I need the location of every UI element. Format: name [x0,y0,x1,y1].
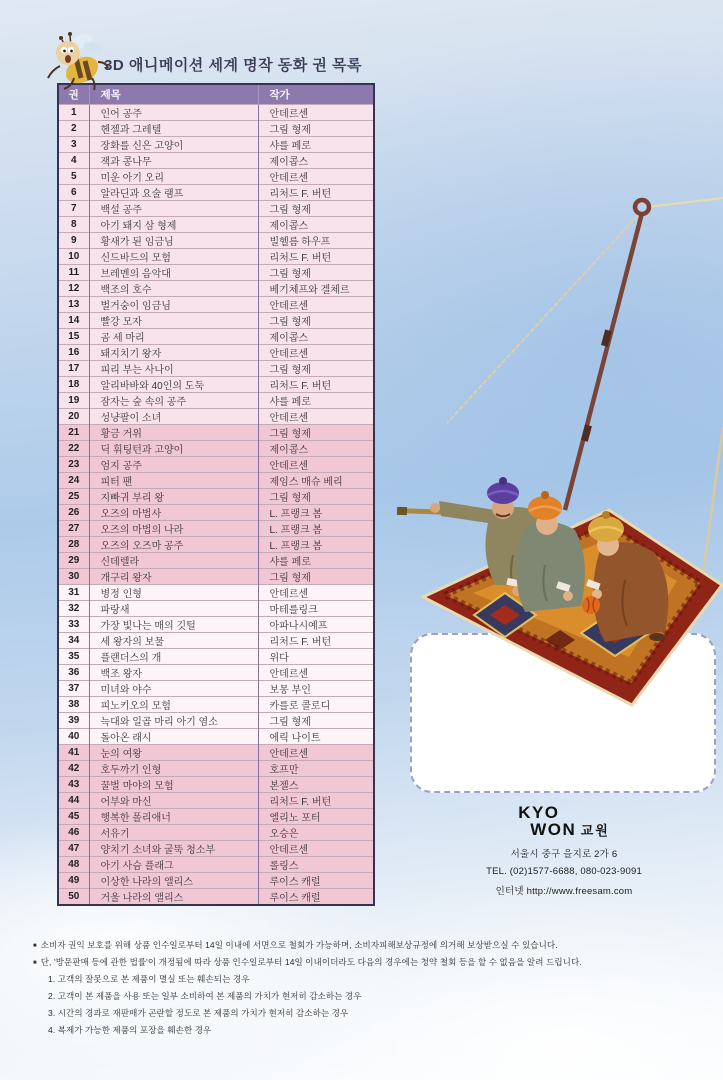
table-row [58,296,374,312]
table-row [58,456,374,472]
cell-book-title: 오즈의 오즈마 공주 [89,536,258,552]
table-row [58,328,374,344]
footnote-text: 단, '방문판매 등에 관한 법률'이 개정됨에 따라 상품 인수일로부터 14일 이내이더라도 다음의 경우에는 청약 철회 등을 할 수 없음을 알려 드립니다. [40,957,582,967]
cell-volume-number: 40 [58,728,89,744]
cell-book-title: 알리바바와 40인의 도둑 [89,376,258,392]
cell-book-title: 미녀와 야수 [89,680,258,696]
cell-volume-number: 11 [58,264,89,280]
publisher-block [418,804,710,897]
table-row [58,760,374,776]
cell-book-author: 제이콥스 [258,152,374,168]
cell-book-title: 헨젤과 그레텔 [89,120,258,136]
cell-book-title: 병정 인형 [89,584,258,600]
cell-volume-number: 9 [58,232,89,248]
cell-volume-number: 5 [58,168,89,184]
cell-book-title: 성냥팔이 소녀 [89,408,258,424]
publisher-tel: TEL. (02)1577-6688, 080-023-9091 [486,866,642,877]
publisher-website: 인터넷 http://www.freesam.com [495,886,633,897]
cell-book-author: 카를로 콜로디 [258,696,374,712]
page-title: 3D 애니메이션 세계 명작 동화 권 목록 [104,57,363,74]
cell-volume-number: 28 [58,536,89,552]
cell-volume-number: 29 [58,552,89,568]
cell-book-title: 개구리 왕자 [89,568,258,584]
cell-volume-number: 41 [58,744,89,760]
cell-book-author: 에릭 나이트 [258,728,374,744]
cell-book-author: 그림 형제 [258,424,374,440]
cell-book-title: 인어 공주 [89,104,258,120]
cell-volume-number: 23 [58,456,89,472]
cell-book-author: 본젤스 [258,776,374,792]
cell-book-title: 딕 휘팅턴과 고양이 [89,440,258,456]
cell-volume-number: 47 [58,840,89,856]
cell-volume-number: 50 [58,888,89,905]
cell-book-title: 가장 빛나는 매의 깃털 [89,616,258,632]
footnote-numbered-line [48,990,701,1002]
table-row [58,792,374,808]
cell-book-author: 제이콥스 [258,216,374,232]
cell-book-author: 엘리노 포터 [258,808,374,824]
table-row [58,248,374,264]
cell-volume-number: 35 [58,648,89,664]
cell-book-author: 안데르센 [258,104,374,120]
cell-book-title: 미운 아기 오리 [89,168,258,184]
footnote-numbered [33,973,701,1036]
cell-book-title: 황새가 된 임금님 [89,232,258,248]
cell-volume-number: 18 [58,376,89,392]
cell-volume-number: 20 [58,408,89,424]
cell-volume-number: 44 [58,792,89,808]
cell-book-author: L. 프랭크 봄 [258,520,374,536]
table-row [58,696,374,712]
cell-book-author: 샤를 페로 [258,552,374,568]
cell-volume-number: 43 [58,776,89,792]
cell-book-title: 돌아온 래시 [89,728,258,744]
cell-volume-number: 46 [58,824,89,840]
header-volume: 권 [58,84,89,104]
table-row [58,280,374,296]
cell-book-title: 돼지치기 왕자 [89,344,258,360]
cell-book-author: 리처드 F. 버턴 [258,376,374,392]
cell-book-title: 오즈의 마법의 나라 [89,520,258,536]
cell-book-title: 곰 세 마리 [89,328,258,344]
logo-korean: 교원 [580,823,610,838]
cell-book-title: 신데렐라 [89,552,258,568]
table-row [58,744,374,760]
table-row [58,840,374,856]
cell-book-title: 지빠귀 부리 왕 [89,488,258,504]
cell-volume-number: 30 [58,568,89,584]
cell-book-author: 오승은 [258,824,374,840]
cell-book-author: 안데르센 [258,408,374,424]
kyowon-logo [518,804,610,840]
cell-book-author: 샤를 페로 [258,136,374,152]
cell-book-title: 행복한 폴리애너 [89,808,258,824]
cell-volume-number: 45 [58,808,89,824]
table-row [58,552,374,568]
cell-volume-number: 12 [58,280,89,296]
cell-book-title: 서유기 [89,824,258,840]
table-row [58,232,374,248]
mast-icon [565,213,642,510]
cell-book-title: 엄지 공주 [89,456,258,472]
cell-book-title: 황금 거위 [89,424,258,440]
cell-volume-number: 19 [58,392,89,408]
cell-volume-number: 7 [58,200,89,216]
rope-right-icon [647,198,723,207]
cell-book-title: 장화를 신은 고양이 [89,136,258,152]
cell-volume-number: 21 [58,424,89,440]
table-row [58,536,374,552]
table-row [58,136,374,152]
cell-book-author: 안데르센 [258,456,374,472]
footnote-numbered-line [48,1007,701,1019]
table-row [58,776,374,792]
cell-book-author: 안데르센 [258,168,374,184]
cell-book-author: 그림 형제 [258,120,374,136]
cell-volume-number: 26 [58,504,89,520]
cell-volume-number: 14 [58,312,89,328]
cell-volume-number: 17 [58,360,89,376]
table-row [58,152,374,168]
cell-book-title: 백조의 호수 [89,280,258,296]
cell-book-author: 위다 [258,648,374,664]
cell-book-title: 피터 팬 [89,472,258,488]
table-row [58,120,374,136]
table-row [58,824,374,840]
footnote-text: 1. 고객의 잘못으로 본 제품이 멸실 또는 훼손되는 경우 [48,974,250,984]
table-row [58,664,374,680]
cell-book-title: 양치기 소녀와 굴뚝 청소부 [89,840,258,856]
cell-book-author: 롤링스 [258,856,374,872]
footnote-text: 3. 시간의 경과로 재판매가 곤란할 정도로 본 제품의 가치가 현저히 감소하는 경우 [48,1008,349,1018]
cell-book-author: 그림 형제 [258,200,374,216]
footnote-text: 소비자 권익 보호를 위해 상품 인수일로부터 14일 이내에 서면으로 철회가 가능하며, 소비자피해보상규정에 의거해 보상받으실 수 있습니다. [40,940,558,950]
cell-book-author: 루이스 캐럴 [258,888,374,905]
cell-book-title: 백설 공주 [89,200,258,216]
footnote-bullet-line [33,956,701,968]
cell-book-author: 아파나시예프 [258,616,374,632]
cell-volume-number: 4 [58,152,89,168]
table-row [58,360,374,376]
cell-volume-number: 42 [58,760,89,776]
table-row [58,424,374,440]
cell-book-title: 꿀벌 마야의 모험 [89,776,258,792]
pumpkin-icon [582,596,600,614]
cell-book-title: 신드바드의 모험 [89,248,258,264]
cell-volume-number: 39 [58,712,89,728]
cell-book-title: 호두까기 인형 [89,760,258,776]
cell-book-author: 그림 형제 [258,488,374,504]
cell-book-author: L. 프랭크 봄 [258,536,374,552]
cell-volume-number: 24 [58,472,89,488]
table-row [58,856,374,872]
table-row [58,472,374,488]
table-row [58,200,374,216]
cell-book-author: 리처드 F. 버턴 [258,792,374,808]
logo-won: WON [530,820,577,839]
cell-book-title: 브레멘의 음악대 [89,264,258,280]
cell-book-author: 제임스 매슈 베리 [258,472,374,488]
cell-book-title: 잠자는 숲 속의 공주 [89,392,258,408]
cell-book-author: 안데르센 [258,744,374,760]
footnote-bullets [33,939,701,968]
cell-book-author: 그림 형제 [258,712,374,728]
cell-volume-number: 3 [58,136,89,152]
cell-volume-number: 31 [58,584,89,600]
cell-volume-number: 8 [58,216,89,232]
table-row [58,600,374,616]
cell-book-author: 베기체프와 겔체르 [258,280,374,296]
header-author: 작가 [258,84,374,104]
square-bullet-icon: ■ [33,943,37,949]
cell-book-author: 루이스 캐럴 [258,872,374,888]
table-row [58,168,374,184]
logo-won-row [530,821,610,840]
cell-book-author: 마테를링크 [258,600,374,616]
table-row [58,504,374,520]
cell-book-author: 안데르센 [258,344,374,360]
table-row [58,104,374,120]
cell-book-author: 리처드 F. 버턴 [258,248,374,264]
table-row [58,632,374,648]
cell-volume-number: 38 [58,696,89,712]
cell-book-title: 피노키오의 모험 [89,696,258,712]
cell-book-author: 안데르센 [258,664,374,680]
cell-volume-number: 22 [58,440,89,456]
footnote-text: 2. 고객이 본 제품을 사용 또는 일부 소비하여 본 제품의 가치가 현저히 감소하는 경우 [48,991,362,1001]
table-row [58,520,374,536]
cell-book-author: 제이콥스 [258,440,374,456]
publisher-address: 서울시 중구 을지로 2가 6 [510,849,618,860]
table-row [58,648,374,664]
cell-book-title: 플랜더스의 개 [89,648,258,664]
cell-volume-number: 2 [58,120,89,136]
table-row [58,408,374,424]
table-row [58,728,374,744]
cell-book-author: 리처드 F. 버턴 [258,632,374,648]
footnote-numbered-line [48,1024,701,1036]
cell-volume-number: 6 [58,184,89,200]
cell-book-title: 피리 부는 사나이 [89,360,258,376]
cell-volume-number: 13 [58,296,89,312]
cell-book-title: 아기 사슴 플래그 [89,856,258,872]
table-row [58,680,374,696]
cell-volume-number: 36 [58,664,89,680]
table-row [58,872,374,888]
cell-book-title: 빨강 모자 [89,312,258,328]
cell-book-title: 어부와 마신 [89,792,258,808]
table-row [58,568,374,584]
table-row [58,376,374,392]
table-row [58,488,374,504]
mast-ring-icon [635,200,649,214]
cell-book-author: 보몽 부인 [258,680,374,696]
cell-book-title: 백조 왕자 [89,664,258,680]
bee-mascot-icon [40,26,112,100]
cell-volume-number: 25 [58,488,89,504]
table-row [58,440,374,456]
table-row [58,312,374,328]
cell-volume-number: 27 [58,520,89,536]
cell-volume-number: 37 [58,680,89,696]
cell-book-author: 그림 형제 [258,312,374,328]
cell-book-author: 그림 형제 [258,264,374,280]
cell-volume-number: 48 [58,856,89,872]
cell-book-author: 안데르센 [258,296,374,312]
table-row [58,616,374,632]
cell-volume-number: 32 [58,600,89,616]
cell-volume-number: 33 [58,616,89,632]
table-body [58,104,374,905]
footnote-text: 4. 복제가 가능한 제품의 포장을 훼손한 경우 [48,1025,212,1035]
table-row [58,712,374,728]
table-row [58,584,374,600]
cell-volume-number: 49 [58,872,89,888]
rope-left-icon [447,215,638,423]
cell-book-title: 아기 돼지 삼 형제 [89,216,258,232]
cell-book-author: 제이콥스 [258,328,374,344]
cell-book-author: 리처드 F. 버턴 [258,184,374,200]
header-title: 제목 [89,84,258,104]
cell-book-author: 샤를 페로 [258,392,374,408]
cell-book-title: 파랑새 [89,600,258,616]
cell-book-author: L. 프랭크 봄 [258,504,374,520]
cell-book-title: 알라딘과 요술 램프 [89,184,258,200]
footnote-numbered-line [48,973,701,985]
table-row [58,264,374,280]
table-row [58,888,374,905]
footnote-bullet-line [33,939,701,951]
logo-kyo: KYO [518,803,560,822]
table-row [58,392,374,408]
table-row [58,344,374,360]
cell-book-title: 눈의 여왕 [89,744,258,760]
table-row [58,808,374,824]
flying-carpet-illustration [395,185,723,730]
cell-book-author: 그림 형제 [258,568,374,584]
book-list-table [57,83,375,906]
cell-book-title: 늑대와 일곱 마리 아기 염소 [89,712,258,728]
cell-book-author: 안데르센 [258,584,374,600]
cell-book-author: 빌헬름 하우프 [258,232,374,248]
cell-volume-number: 16 [58,344,89,360]
square-bullet-icon: ■ [33,960,37,966]
cell-book-title: 세 왕자의 보물 [89,632,258,648]
cell-book-title: 오즈의 마법사 [89,504,258,520]
cell-volume-number: 1 [58,104,89,120]
cell-book-title: 거울 나라의 앨리스 [89,888,258,905]
cell-book-title: 벌거숭이 임금님 [89,296,258,312]
table-row [58,184,374,200]
footnotes [33,939,701,1041]
cell-book-title: 잭과 콩나무 [89,152,258,168]
cell-book-title: 이상한 나라의 앨리스 [89,872,258,888]
cell-volume-number: 10 [58,248,89,264]
cell-volume-number: 15 [58,328,89,344]
cell-book-author: 호프만 [258,760,374,776]
cell-volume-number: 34 [58,632,89,648]
rope-corner-icon [703,427,723,573]
cell-book-author: 안데르센 [258,840,374,856]
table-row [58,216,374,232]
cell-book-author: 그림 형제 [258,360,374,376]
